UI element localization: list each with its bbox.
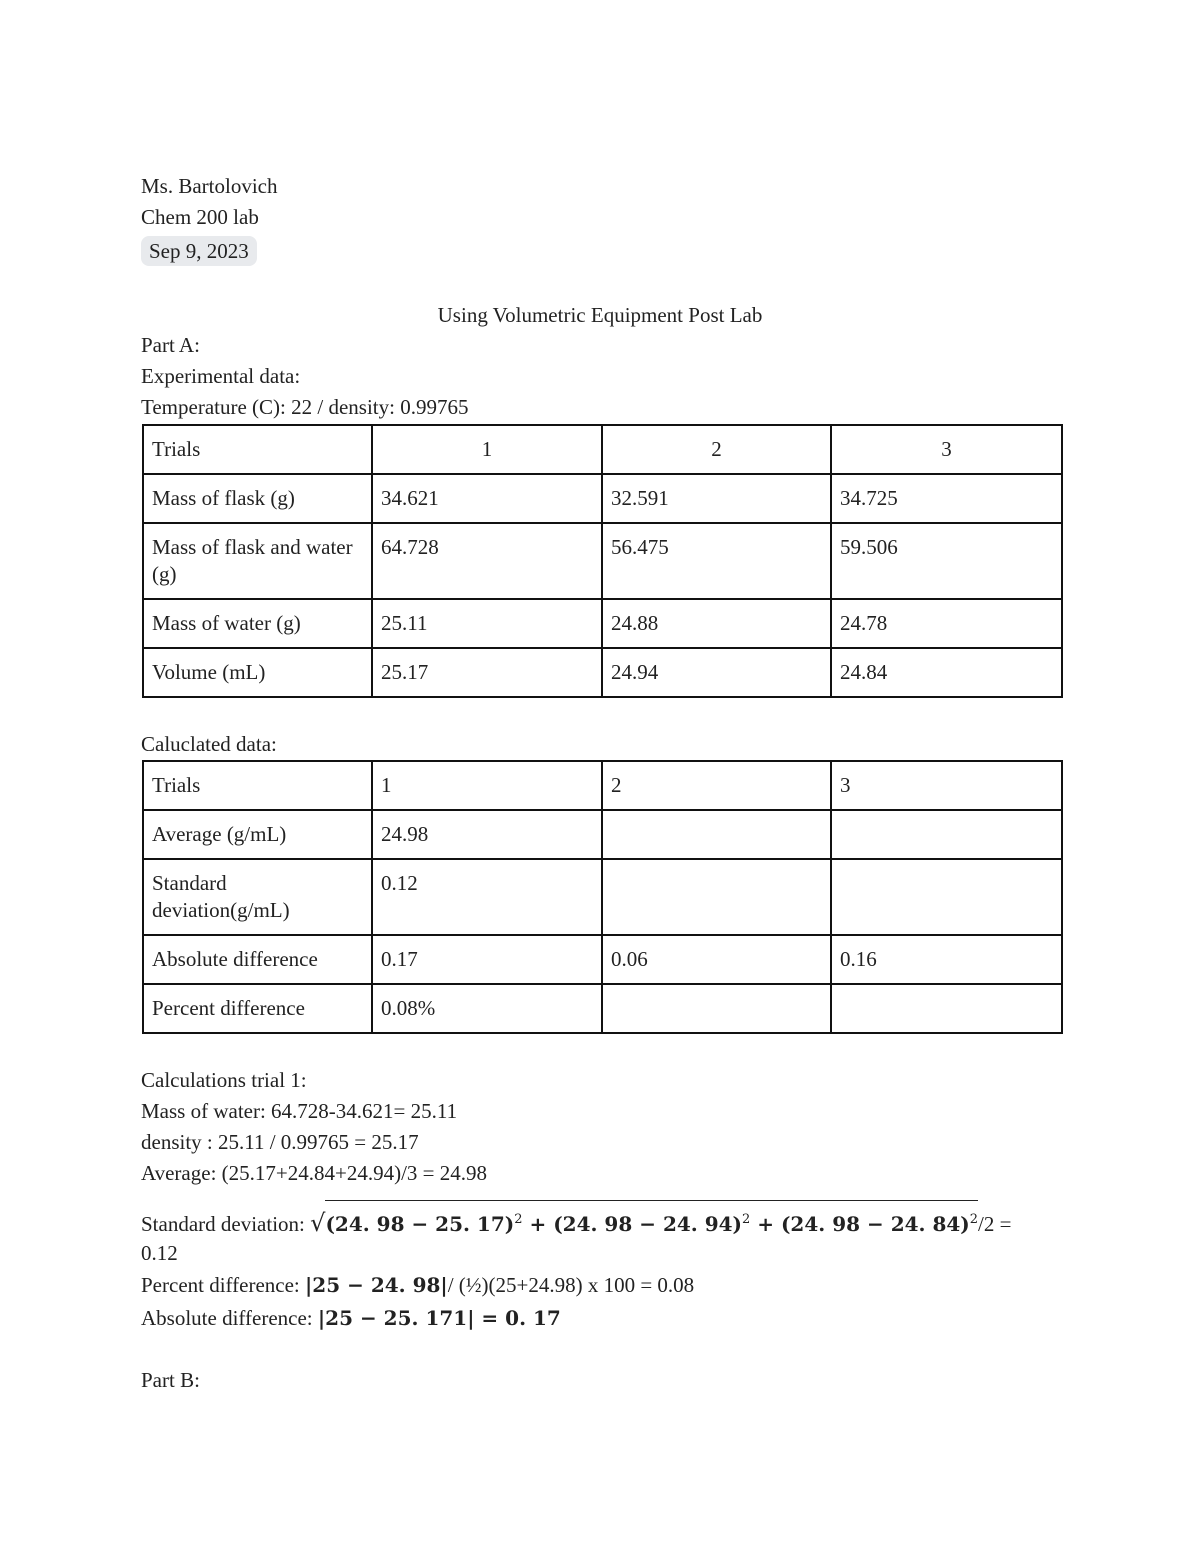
table-cell: 34.725 [831,474,1062,523]
exponent: 2 [969,1212,979,1227]
std-result: 0.12 [141,1241,178,1265]
density-calc: density : 25.11 / 0.99765 = 25.17 [141,1130,419,1154]
table-cell [831,810,1062,859]
exponent: 2 [514,1212,523,1227]
table-row [143,859,1062,935]
table-cell: 24.84 [831,648,1062,697]
mass-of-water-calc: Mass of water: 64.728-34.621= 25.11 [141,1099,458,1123]
table-cell: Standard deviation(g/mL) [143,859,372,935]
std-term-2: (24. 98 − 24. 94) [553,1212,742,1236]
table-cell: 1 [372,761,602,810]
table-cell: 24.88 [602,599,831,648]
table-cell: Volume (mL) [143,648,372,697]
table-row [143,810,1062,859]
table-cell: 0.17 [372,935,602,984]
table-cell: 0.08% [372,984,602,1033]
plus-sign: + [522,1212,554,1236]
table-row [143,523,1062,599]
table-cell: 56.475 [602,523,831,599]
absolute-label: Absolute difference: [141,1306,318,1330]
table-cell: 3 [831,761,1062,810]
part-a-heading: Part A: [141,333,200,357]
part-b-heading: Part B: [141,1368,200,1392]
conditions-line: Temperature (C): 22 / density: 0.99765 [141,395,469,419]
table-row [143,984,1062,1033]
std-radicand [325,1200,978,1241]
table-header-row [143,761,1062,810]
table-row [143,599,1062,648]
percent-label: Percent difference: [141,1273,306,1297]
document-title: Using Volumetric Equipment Post Lab [437,303,763,327]
std-tail: /2 = [978,1212,1012,1236]
table-cell: 0.06 [602,935,831,984]
author-name: Ms. Bartolovich [141,174,278,198]
table-cell: Trials [143,761,372,810]
percent-tail: / (½)(25+24.98) x 100 = 0.08 [447,1273,695,1297]
date-chip[interactable]: Sep 9, 2023 [141,236,257,266]
table-cell: Mass of flask (g) [143,474,372,523]
table-header-row [143,425,1062,474]
absolute-difference-calc [141,1303,561,1334]
experimental-data-label: Experimental data: [141,364,301,388]
absolute-math: |25 − 25. 171| = 0. 17 [317,1306,561,1330]
sqrt-icon: √ [310,1209,326,1237]
calculated-data-label: Caluclated data: [141,732,277,756]
table-cell: 25.11 [372,599,602,648]
table-cell [831,859,1062,935]
table-cell: Trials [143,425,372,474]
table-cell: 34.621 [372,474,602,523]
percent-math: |25 − 24. 98| [305,1273,448,1297]
std-term-1: (24. 98 − 25. 17) [325,1212,515,1236]
table-cell: 59.506 [831,523,1062,599]
table-cell [602,984,831,1033]
table-cell: 2 [602,761,831,810]
table-cell: 24.98 [372,810,602,859]
table-cell [602,859,831,935]
table-cell: 24.78 [831,599,1062,648]
table-cell: 3 [831,425,1062,474]
table-cell: 0.12 [372,859,602,935]
course-name: Chem 200 lab [141,205,259,229]
exponent: 2 [742,1212,751,1227]
table-cell [602,810,831,859]
table-cell: Absolute difference [143,935,372,984]
table-cell: Average (g/mL) [143,810,372,859]
table-cell: Mass of flask and water (g) [143,523,372,599]
plus-sign: + [750,1212,781,1236]
table-row [143,648,1062,697]
average-calc: Average: (25.17+24.84+24.94)/3 = 24.98 [141,1161,487,1185]
table-cell: 2 [602,425,831,474]
table-cell [831,984,1062,1033]
standard-deviation-calc [141,1200,1011,1241]
calculated-data-table [142,760,1063,1034]
table-cell: 24.94 [602,648,831,697]
std-label: Standard deviation: [141,1212,311,1236]
table-cell: 32.591 [602,474,831,523]
table-cell: 1 [372,425,602,474]
table-row [143,935,1062,984]
table-cell: 64.728 [372,523,602,599]
calculations-heading: Calculations trial 1: [141,1068,307,1092]
table-cell: Mass of water (g) [143,599,372,648]
experimental-data-table [142,424,1063,698]
table-cell: 25.17 [372,648,602,697]
table-cell: Percent difference [143,984,372,1033]
table-cell: 0.16 [831,935,1062,984]
percent-difference-calc [141,1270,694,1301]
table-row [143,474,1062,523]
std-term-3: (24. 98 − 24. 84) [780,1212,970,1236]
